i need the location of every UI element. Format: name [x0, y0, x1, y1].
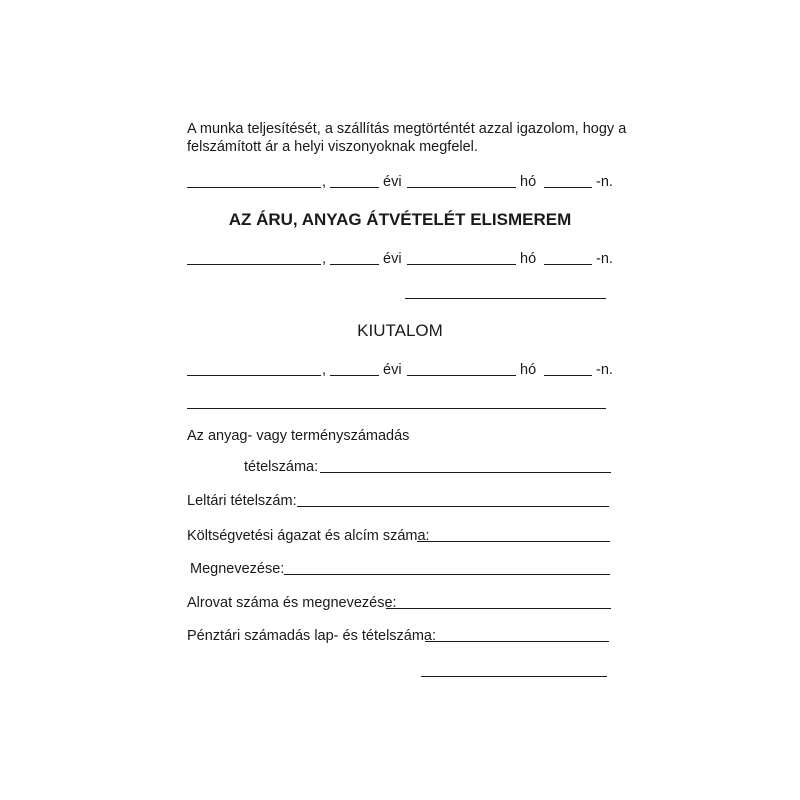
item-number-field[interactable]: [320, 472, 611, 473]
month-label: hó: [520, 174, 537, 190]
day-suffix: -n.: [596, 174, 613, 190]
intro-line-2: felszámított ár a helyi viszonyoknak megfelel.: [187, 139, 478, 155]
budget-sector-label: Költségvetési ágazat és alcím száma:: [187, 528, 430, 544]
comma: ,: [322, 174, 327, 190]
material-account-label: Az anyag- vagy terményszámadás: [187, 428, 410, 444]
day-field[interactable]: [544, 187, 592, 188]
month-label: hó: [520, 251, 537, 267]
year-field[interactable]: [330, 187, 379, 188]
comma: ,: [322, 362, 327, 378]
day-field[interactable]: [544, 375, 592, 376]
budget-sector-field[interactable]: [417, 541, 610, 542]
comma: ,: [322, 251, 327, 267]
month-field[interactable]: [407, 264, 516, 265]
receipt-title: AZ ÁRU, ANYAG ÁTVÉTELÉT ELISMEREM: [228, 210, 572, 229]
assign-title: KIUTALOM: [357, 321, 443, 340]
year-label: évi: [383, 362, 402, 378]
place-field[interactable]: [187, 375, 321, 376]
place-field[interactable]: [187, 264, 321, 265]
month-field[interactable]: [407, 375, 516, 376]
inventory-item-label: Leltári tételszám:: [187, 493, 297, 509]
name-field[interactable]: [284, 574, 610, 575]
assign-signature-line[interactable]: [187, 408, 606, 409]
year-label: évi: [383, 174, 402, 190]
place-field[interactable]: [187, 187, 321, 188]
cash-account-label: Pénztári számadás lap- és tételszáma:: [187, 628, 437, 644]
year-label: évi: [383, 251, 402, 267]
item-number-label: tételszáma:: [244, 459, 319, 475]
receipt-signature-line[interactable]: [405, 298, 606, 299]
month-field[interactable]: [407, 187, 516, 188]
final-signature-line[interactable]: [421, 676, 607, 677]
name-label: Megnevezése:: [190, 561, 285, 577]
intro-line-1: A munka teljesítését, a szállítás megtörténtét azzal igazolom, hogy a: [187, 121, 627, 137]
year-field[interactable]: [330, 264, 379, 265]
cash-account-field[interactable]: [425, 641, 609, 642]
year-field[interactable]: [330, 375, 379, 376]
day-field[interactable]: [544, 264, 592, 265]
subsection-label: Alrovat száma és megnevezése:: [187, 595, 397, 611]
day-suffix: -n.: [596, 362, 613, 378]
inventory-item-field[interactable]: [297, 506, 609, 507]
subsection-field[interactable]: [386, 608, 611, 609]
day-suffix: -n.: [596, 251, 613, 267]
month-label: hó: [520, 362, 537, 378]
